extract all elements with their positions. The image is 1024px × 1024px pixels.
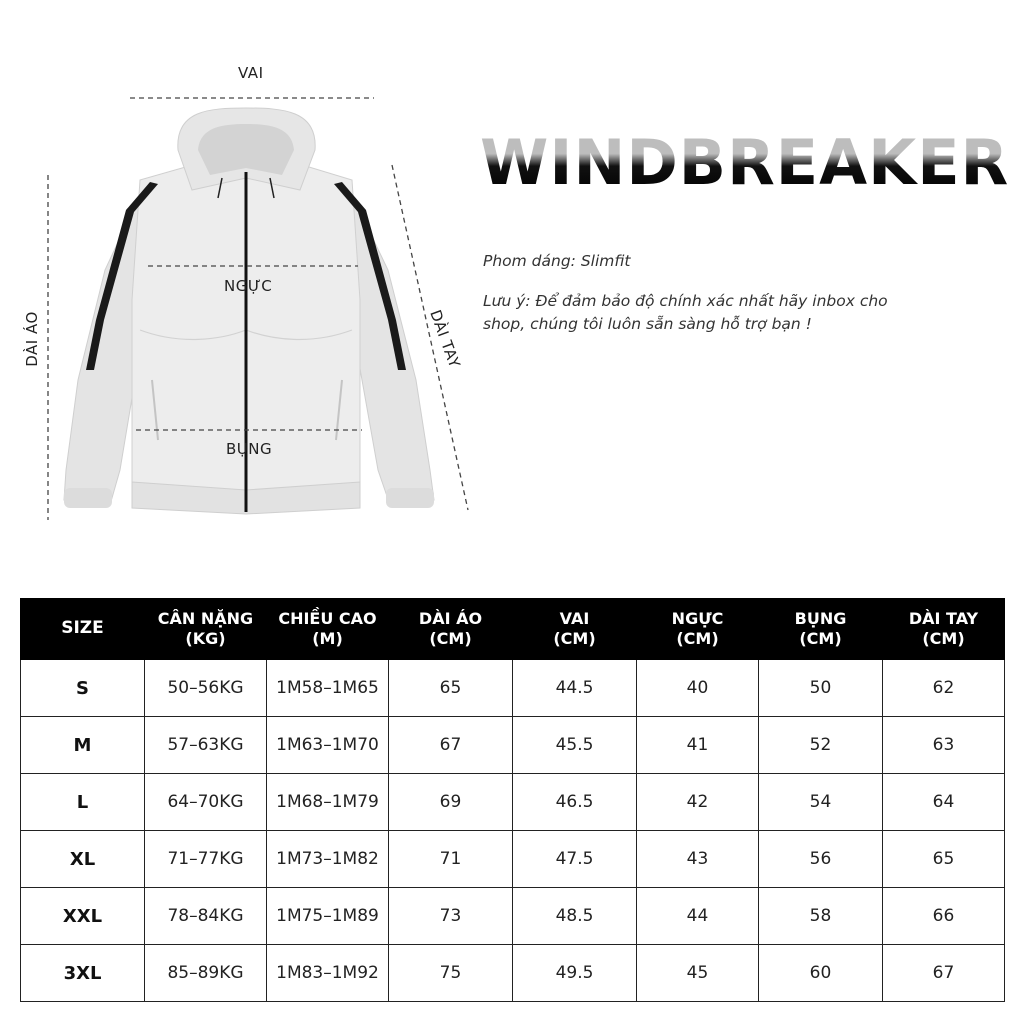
size-chart-body	[21, 660, 1005, 1002]
cell-weight: 64–70KG	[145, 774, 267, 831]
cell-size: XL	[21, 831, 145, 888]
cell-shoulder: 45.5	[513, 717, 637, 774]
cell-height: 1M58–1M65	[267, 660, 389, 717]
table-row	[21, 660, 1005, 717]
sleeve-label: DÀI TAY	[426, 307, 464, 371]
cell-length: 65	[389, 660, 513, 717]
cell-chest: 42	[637, 774, 759, 831]
cell-weight: 85–89KG	[145, 945, 267, 1002]
left-cuff	[64, 488, 112, 508]
cell-size: 3XL	[21, 945, 145, 1002]
cell-length: 71	[389, 831, 513, 888]
waist-label: BỤNG	[226, 440, 273, 458]
cell-shoulder: 48.5	[513, 888, 637, 945]
cell-shoulder: 47.5	[513, 831, 637, 888]
product-title: WINDBREAKER	[480, 126, 1010, 199]
cell-size: M	[21, 717, 145, 774]
size-chart-header	[21, 599, 1005, 660]
header-row	[21, 599, 1005, 660]
cell-weight: 50–56KG	[145, 660, 267, 717]
cell-height: 1M73–1M82	[267, 831, 389, 888]
header-chest: NGỰC (CM)	[637, 599, 759, 660]
cell-height: 1M83–1M92	[267, 945, 389, 1002]
cell-shoulder: 46.5	[513, 774, 637, 831]
table-row	[21, 717, 1005, 774]
cell-weight: 71–77KG	[145, 831, 267, 888]
cell-chest: 43	[637, 831, 759, 888]
cell-sleeve: 64	[883, 774, 1005, 831]
cell-length: 73	[389, 888, 513, 945]
cell-height: 1M68–1M79	[267, 774, 389, 831]
cell-shoulder: 49.5	[513, 945, 637, 1002]
shoulder-label: VAI	[238, 64, 264, 82]
cell-chest: 40	[637, 660, 759, 717]
header-length: DÀI ÁO (CM)	[389, 599, 513, 660]
table-row	[21, 774, 1005, 831]
cell-waist: 54	[759, 774, 883, 831]
cell-waist: 50	[759, 660, 883, 717]
cell-sleeve: 66	[883, 888, 1005, 945]
cell-shoulder: 44.5	[513, 660, 637, 717]
header-size: SIZE	[21, 599, 145, 660]
cell-length: 67	[389, 717, 513, 774]
length-label: DÀI ÁO	[23, 311, 41, 367]
hood-inner	[198, 124, 294, 175]
cell-height: 1M63–1M70	[267, 717, 389, 774]
cell-height: 1M75–1M89	[267, 888, 389, 945]
table-row	[21, 888, 1005, 945]
right-sleeve	[348, 195, 434, 505]
cell-waist: 58	[759, 888, 883, 945]
cell-waist: 60	[759, 945, 883, 1002]
cell-chest: 44	[637, 888, 759, 945]
cell-chest: 45	[637, 945, 759, 1002]
cell-sleeve: 63	[883, 717, 1005, 774]
cell-waist: 56	[759, 831, 883, 888]
cell-size: L	[21, 774, 145, 831]
header-sleeve: DÀI TAY (CM)	[883, 599, 1005, 660]
fit-info: Phom dáng: Slimfit	[483, 252, 631, 270]
header-shoulder: VAI (CM)	[513, 599, 637, 660]
right-cuff	[386, 488, 434, 508]
size-chart-table	[20, 598, 1005, 1002]
cell-waist: 52	[759, 717, 883, 774]
cell-sleeve: 62	[883, 660, 1005, 717]
cell-sleeve: 65	[883, 831, 1005, 888]
cell-size: XXL	[21, 888, 145, 945]
chest-label: NGỰC	[224, 277, 273, 295]
header-height: CHIỀU CAO (M)	[267, 599, 389, 660]
cell-length: 75	[389, 945, 513, 1002]
header-waist: BỤNG (CM)	[759, 599, 883, 660]
cell-weight: 57–63KG	[145, 717, 267, 774]
inbox-note: Lưu ý: Để đảm bảo độ chính xác nhất hãy inbox cho shop, chúng tôi luôn sẵn sàng hỗ trợ bạn !	[483, 292, 888, 334]
table-row	[21, 831, 1005, 888]
jacket-measurement-diagram	[0, 0, 480, 540]
cell-size: S	[21, 660, 145, 717]
header-weight: CÂN NẶNG (KG)	[145, 599, 267, 660]
cell-weight: 78–84KG	[145, 888, 267, 945]
cell-chest: 41	[637, 717, 759, 774]
table-row	[21, 945, 1005, 1002]
cell-length: 69	[389, 774, 513, 831]
cell-sleeve: 67	[883, 945, 1005, 1002]
